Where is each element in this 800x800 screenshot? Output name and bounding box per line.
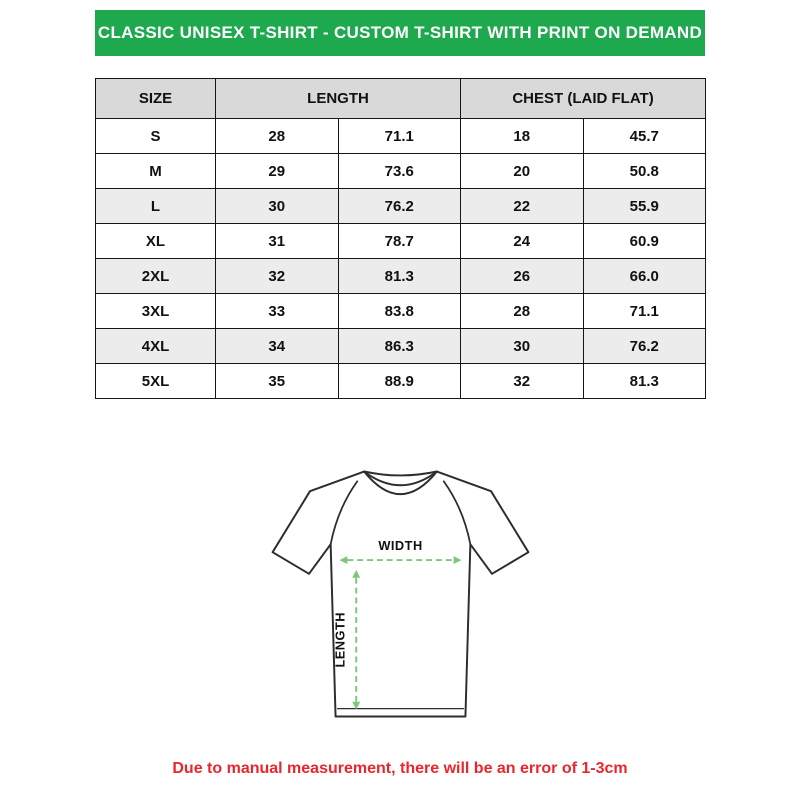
cell-chest-in: 32 xyxy=(461,364,584,399)
cell-length-in: 30 xyxy=(216,189,339,224)
cell-chest-cm: 55.9 xyxy=(583,189,706,224)
cell-length-in: 34 xyxy=(216,329,339,364)
cell-chest-cm: 76.2 xyxy=(583,329,706,364)
cell-chest-in: 18 xyxy=(461,119,584,154)
cell-size: 4XL xyxy=(96,329,216,364)
cell-length-in: 28 xyxy=(216,119,339,154)
table-row xyxy=(96,119,706,154)
cell-length-in: 35 xyxy=(216,364,339,399)
length-label: LENGTH xyxy=(332,612,348,668)
size-chart-table xyxy=(95,78,706,399)
table-row xyxy=(96,294,706,329)
cell-length-in: 29 xyxy=(216,154,339,189)
cell-size: XL xyxy=(96,224,216,259)
cell-chest-in: 30 xyxy=(461,329,584,364)
banner-title: CLASSIC UNISEX T-SHIRT - CUSTOM T-SHIRT WITH PRINT ON DEMAND xyxy=(97,23,703,42)
table-row xyxy=(96,189,706,224)
cell-size: L xyxy=(96,189,216,224)
cell-length-cm: 71.1 xyxy=(338,119,461,154)
cell-length-cm: 83.8 xyxy=(338,294,461,329)
cell-size: 3XL xyxy=(96,294,216,329)
cell-length-in: 31 xyxy=(216,224,339,259)
tshirt-diagram xyxy=(248,442,553,747)
header-chest: CHEST (LAID FLAT) xyxy=(461,79,706,119)
cell-chest-in: 28 xyxy=(461,294,584,329)
table-row xyxy=(96,259,706,294)
cell-length-cm: 78.7 xyxy=(338,224,461,259)
cell-length-cm: 73.6 xyxy=(338,154,461,189)
header-row xyxy=(96,79,706,119)
cell-size: 5XL xyxy=(96,364,216,399)
table-row xyxy=(96,154,706,189)
cell-chest-cm: 50.8 xyxy=(583,154,706,189)
cell-chest-in: 26 xyxy=(461,259,584,294)
cell-length-cm: 88.9 xyxy=(338,364,461,399)
cell-chest-in: 24 xyxy=(461,224,584,259)
header-length: LENGTH xyxy=(216,79,461,119)
table-row xyxy=(96,224,706,259)
size-chart-body xyxy=(96,119,706,399)
cell-chest-cm: 66.0 xyxy=(583,259,706,294)
cell-chest-cm: 81.3 xyxy=(583,364,706,399)
banner xyxy=(95,10,705,56)
cell-size: 2XL xyxy=(96,259,216,294)
table-row xyxy=(96,329,706,364)
cell-length-cm: 81.3 xyxy=(338,259,461,294)
cell-chest-cm: 60.9 xyxy=(583,224,706,259)
cell-chest-in: 22 xyxy=(461,189,584,224)
width-label: WIDTH xyxy=(378,538,423,554)
cell-chest-cm: 45.7 xyxy=(583,119,706,154)
header-size: SIZE xyxy=(96,79,216,119)
measurement-note: Due to manual measurement, there will be an error of 1-3cm xyxy=(172,760,628,777)
cell-length-in: 33 xyxy=(216,294,339,329)
cell-length-cm: 76.2 xyxy=(338,189,461,224)
cell-size: M xyxy=(96,154,216,189)
cell-size: S xyxy=(96,119,216,154)
cell-chest-in: 20 xyxy=(461,154,584,189)
tshirt-outline-icon xyxy=(273,472,529,717)
cell-chest-cm: 71.1 xyxy=(583,294,706,329)
cell-length-in: 32 xyxy=(216,259,339,294)
cell-length-cm: 86.3 xyxy=(338,329,461,364)
table-row xyxy=(96,364,706,399)
